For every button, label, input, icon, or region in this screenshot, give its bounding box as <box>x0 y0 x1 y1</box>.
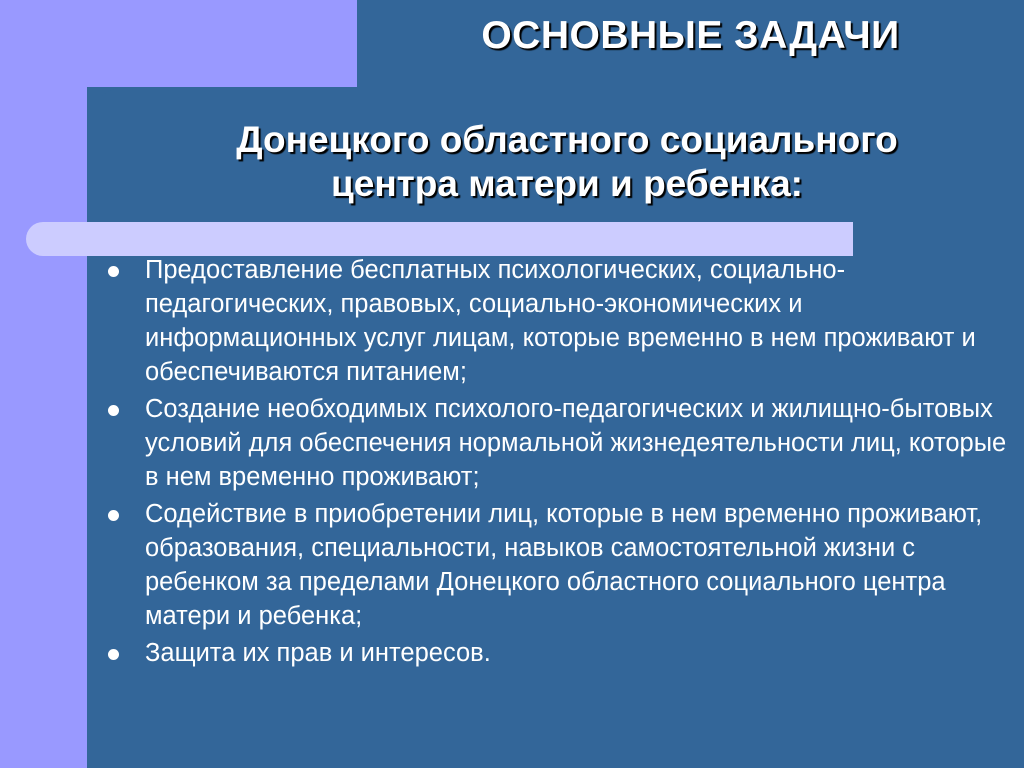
top-accent-panel <box>0 0 357 87</box>
bullet-icon <box>108 649 119 660</box>
list-item-text: Защита их прав и интересов. <box>145 639 491 667</box>
slide-title: ОСНОВНЫЕ ЗАДАЧИ <box>481 14 900 57</box>
bullet-icon <box>108 405 119 416</box>
list-item-text: Содействие в приобретении лиц, которые в нем временно проживают, образования, специальности, навыков самостоятельной жизни с ребенком за пределами Донецкого областного социального центра матери и ребенка; <box>145 500 983 630</box>
bullet-icon <box>108 510 119 521</box>
subtitle-line-2: центра матери и ребенка: <box>331 163 803 204</box>
left-accent-panel <box>0 0 87 768</box>
slide-subtitle <box>110 118 1024 206</box>
list-item-text: Предоставление бесплатных психологических, социально-педагогических, правовых, социально-экономических и информационных услуг лицам, которые временно в нем проживают и обеспечиваются питанием; <box>145 256 976 386</box>
title-divider-bar <box>26 222 853 256</box>
list-item <box>108 392 1013 494</box>
tasks-list <box>108 253 1013 673</box>
list-item <box>108 497 1013 633</box>
subtitle-line-1: Донецкого областного социального <box>236 119 898 160</box>
list-item-text: Создание необходимых психолого-педагогических и жилищно-бытовых условий для обеспечения нормальной жизнедеятельности лиц, которые в нем временно проживают; <box>145 395 1007 491</box>
list-item <box>108 253 1013 389</box>
list-item <box>108 636 1013 670</box>
bullet-icon <box>108 266 119 277</box>
